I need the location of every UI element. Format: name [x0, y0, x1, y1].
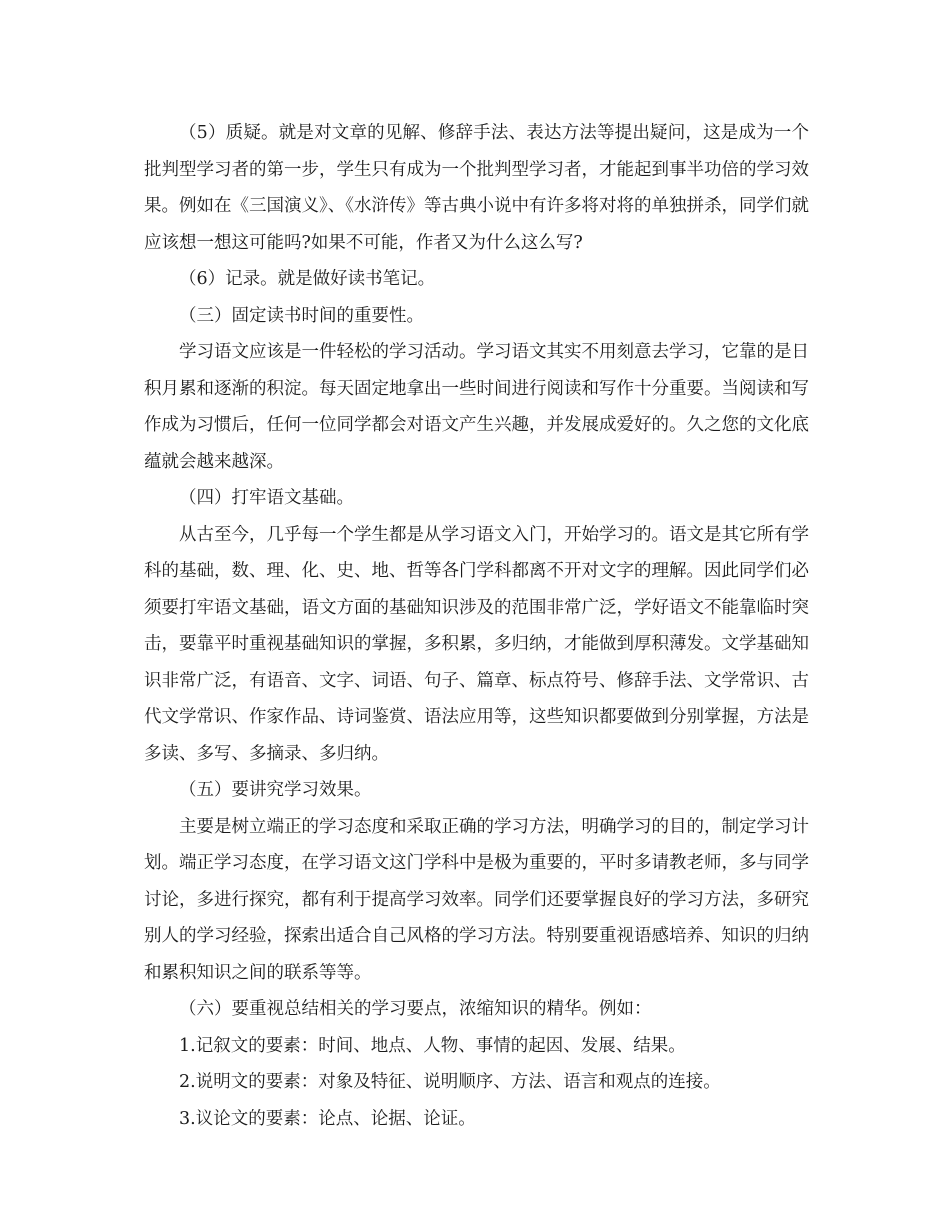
section-heading-effect: （五）要讲究学习效果。	[179, 780, 372, 800]
document-page	[144, 115, 809, 1137]
paragraph-reading-time: 学习语文应该是一件轻松的学习活动。学习语文其实不用刻意去学习，它靠的是日积月累和逐渐的积淀。每天固定地拿出一些时间进行阅读和写作十分重要。当阅读和写作成为习惯后，任何一位同学都会对语文产生兴趣，并发展成爱好的。久之您的文化底蕴就会越来越深。	[144, 342, 809, 472]
list-item-narrative: 1.记叙文的要素：时间、地点、人物、事情的起因、发展、结果。	[179, 1035, 686, 1056]
section-heading-foundation: （四）打牢语文基础。	[179, 488, 354, 508]
paragraph-effect: 主要是树立端正的学习态度和采取正确的学习方法，明确学习的目的，制定学习计划。端正学习态度，在学习语文这门学科中是极为重要的，平时多请教老师，多与同学讨论，多进行探究，都有利于提高学习效率。同学们还要掌握良好的学习方法，多研究别人的学习经验，探索出适合自己风格的学习方法。特别要重视语感培养、知识的归纳和累积知识之间的联系等等。	[144, 816, 809, 983]
list-item-argumentative: 3.议论文的要素：论点、论据、论证。	[179, 1108, 476, 1129]
paragraph-question: （5）质疑。就是对文章的见解、修辞手法、表达方法等提出疑问，这是成为一个批判型学习者的第一步，学生只有成为一个批判型学习者，才能起到事半功倍的学习效果。例如在《三国演义》、《水浒传》等古典小说中有许多将对将的单独拼杀，同学们就应该想一想这可能吗?如果不可能，作者又为什么这么写?	[144, 123, 809, 253]
paragraph-record: （6）记录。就是做好读书笔记。	[179, 269, 436, 289]
section-heading-reading-time: （三）固定读书时间的重要性。	[179, 305, 424, 326]
list-item-expository: 2.说明文的要素：对象及特征、说明顺序、方法、语言和观点的连接。	[179, 1072, 721, 1092]
paragraph-foundation: 从古至今，几乎每一个学生都是从学习语文入门，开始学习的。语文是其它所有学科的基础，数、理、化、史、地、哲等各门学科都离不开对文字的理解。因此同学们必须要打牢语文基础，语文方面的基础知识涉及的范围非常广泛，学好语文不能靠临时突击，要靠平时重视基础知识的掌握，多积累，多归纳，才能做到厚积薄发。文学基础知识非常广泛，有语音、文字、词语、句子、篇章、标点符号、修辞手法、文学常识、古代文学常识、作家作品、诗词鉴赏、语法应用等，这些知识都要做到分别掌握，方法是多读、多写、多摘录、多归纳。	[144, 524, 809, 764]
section-heading-summary: （六）要重视总结相关的学习要点，浓缩知识的精华。例如：	[179, 999, 652, 1019]
